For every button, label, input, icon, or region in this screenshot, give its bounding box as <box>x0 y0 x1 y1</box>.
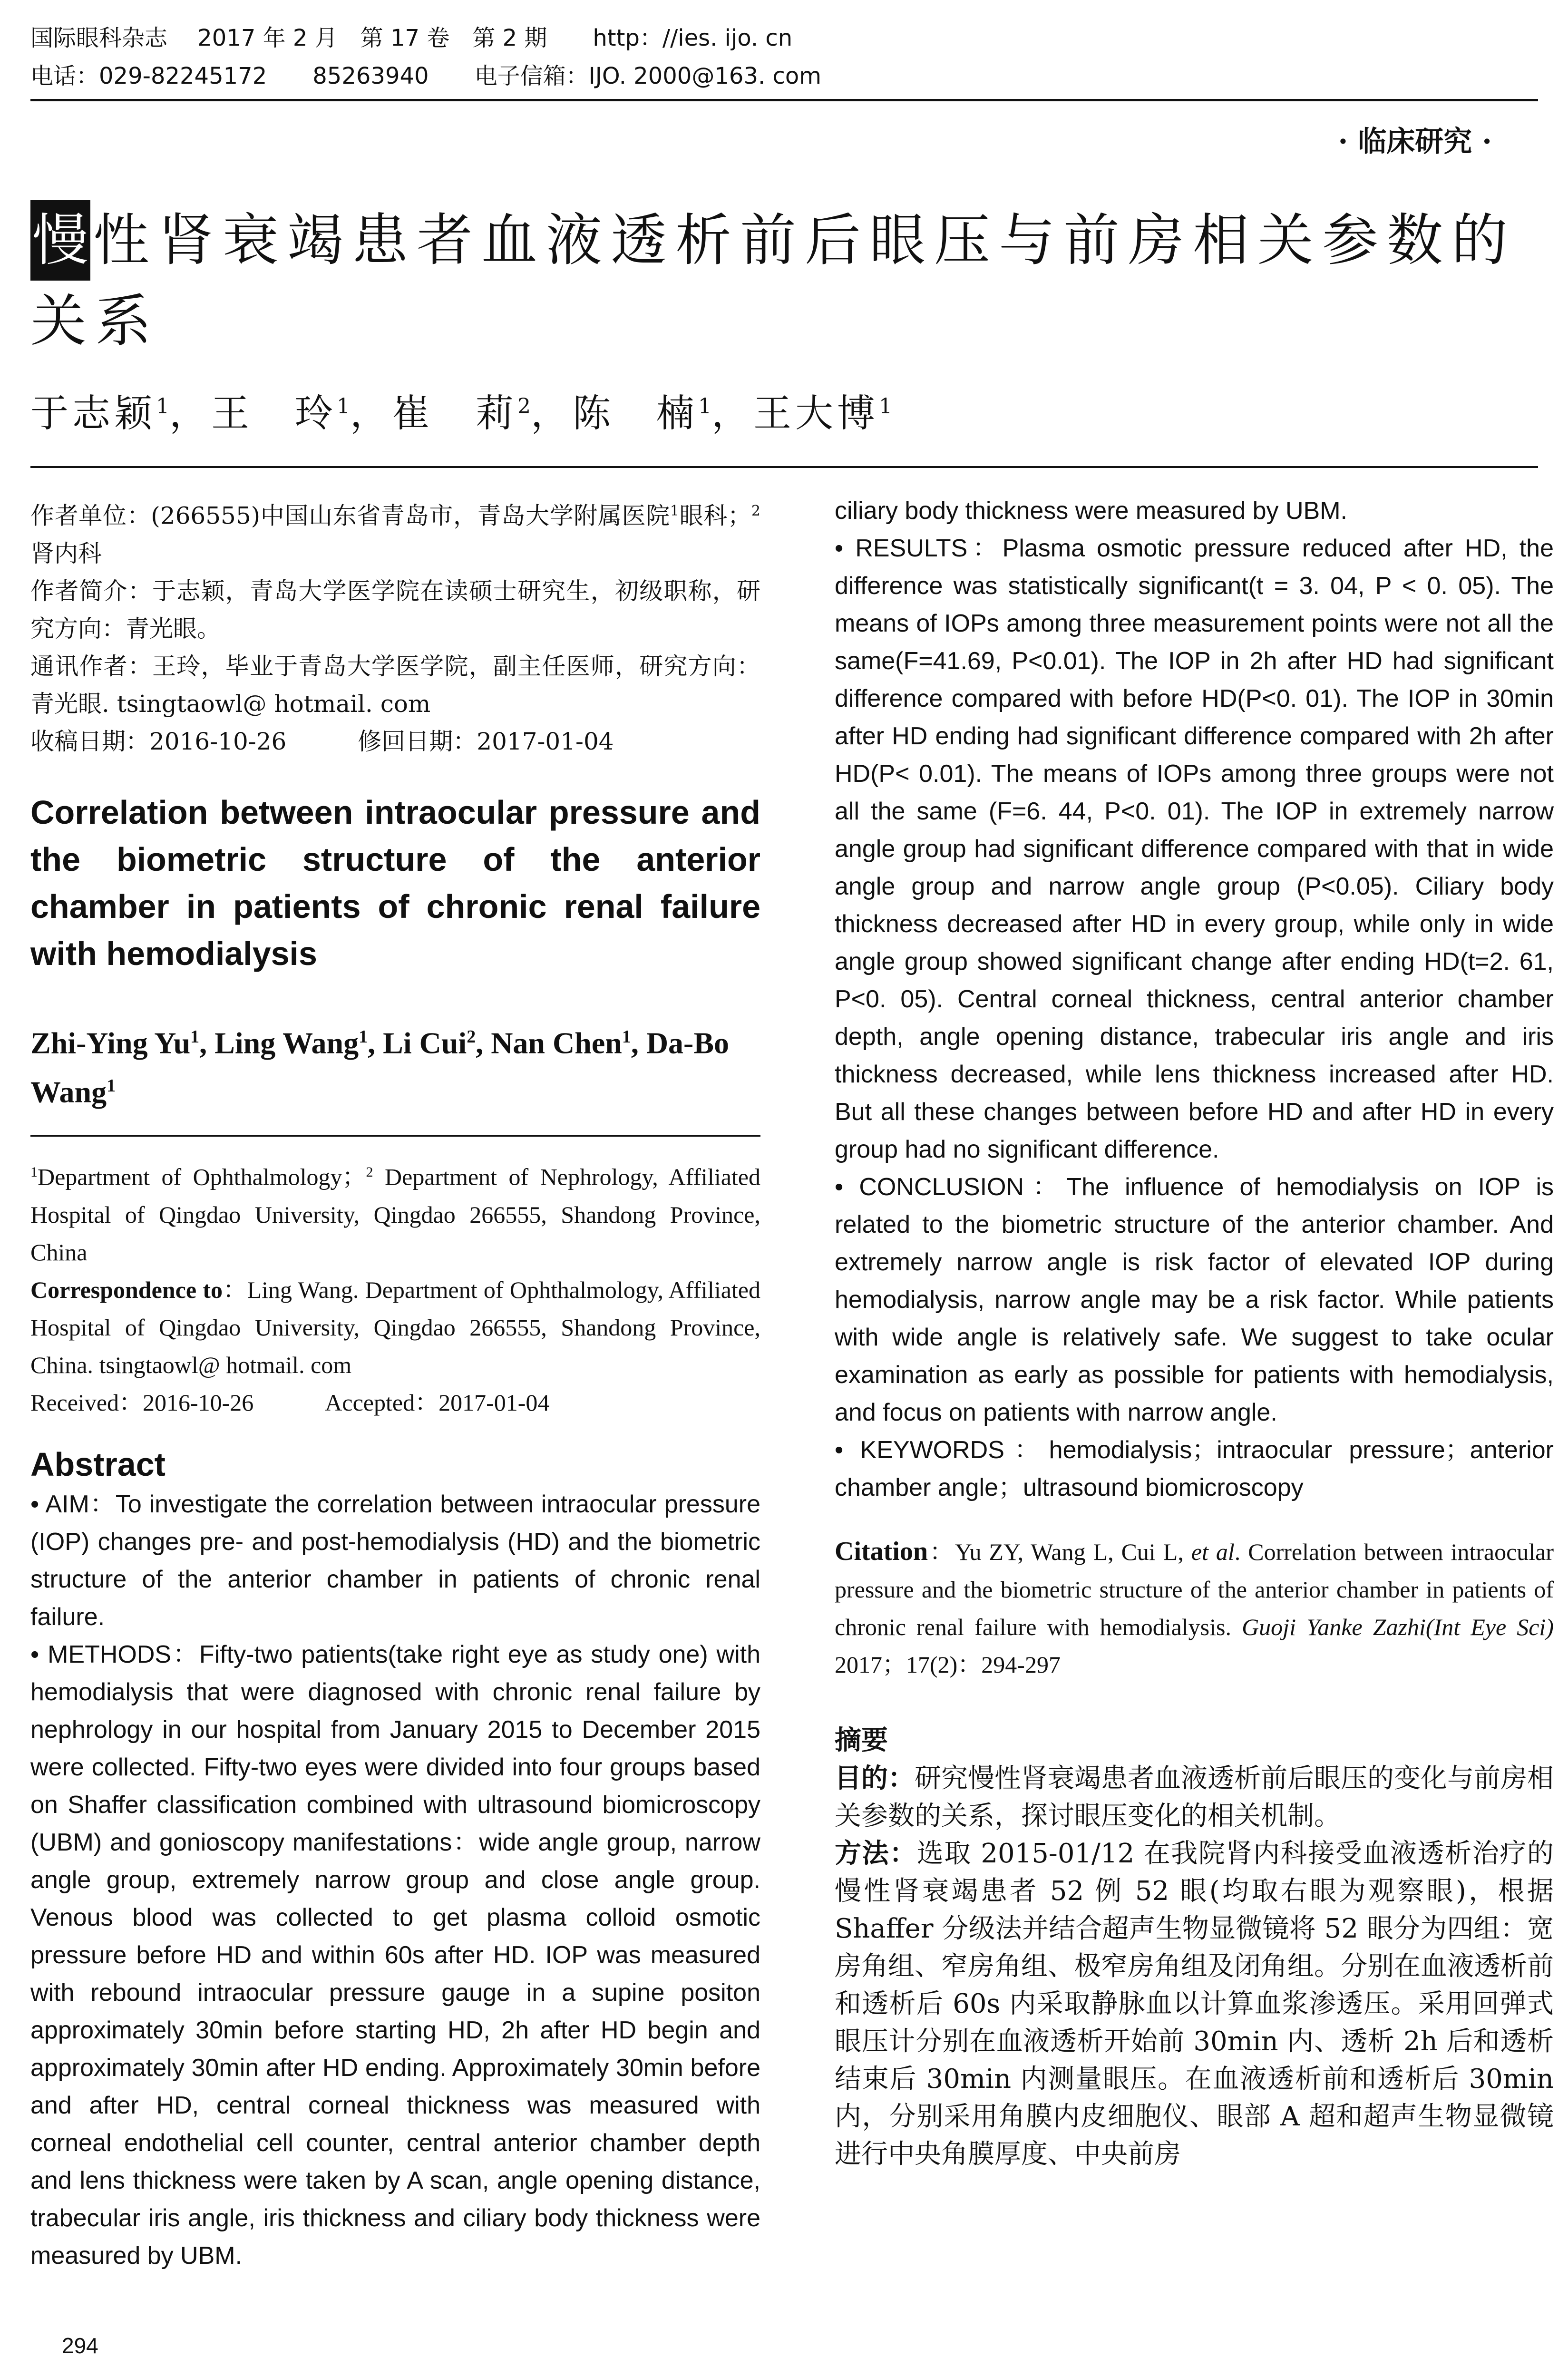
author-en: Zhi-Ying Yu <box>30 1025 191 1060</box>
corresponding-author: 通讯作者：王玲，毕业于青岛大学医学院，副主任医师，研究方向：青光眼. tsingtaowl@ hotmail. com <box>30 652 760 718</box>
citation-label: Citation <box>835 1537 928 1566</box>
abstract-conclusion: • CONCLUSION：The influence of hemodialysis on IOP is related to the biometric structure of the anterior chamber. And extremely narrow angle is risk factor of elevated IOP during hemodialysis, narrow angle may be a risk factor. While patients with wide angle is relatively safe. We suggest to take ocular examination as early as possible for patients with hemodialysis, and focus on patients with narrow angle. <box>835 1173 1554 1426</box>
received-dates-cn: 收稿日期：2016-10-26 修回日期：2017-01-04 <box>30 727 614 755</box>
authors-cn: 于志颖$^1$，王 玲$^1$，崔 莉$^2$，陈 楠$^1$，王大博$^1$ <box>30 391 892 436</box>
dept-text: Department of Ophthalmology； <box>38 1163 366 1190</box>
correspondence-text: ：Ling Wang. Department of Ophthalmology, Affiliated Hospital of Qingdao University, Qingdao 266555, Shandong Province, China. tsingtaowl@ hotmail. com <box>30 1276 760 1378</box>
citation-journal: Guoji Yanke Zazhi(Int Eye Sci) <box>1242 1614 1554 1640</box>
abstract-heading: Abstract <box>30 1445 166 1483</box>
author-sup: 2 <box>517 394 531 419</box>
abstract-methods: • METHODS：Fifty-two patients(take right eye as study one) with hemodialysis that were diagnosed with chronic renal failure by nephrology in our hospital from January 2015 to December 2015 were collected. Fifty-two eyes were divided into four groups based on Shaffer classification combined with ultrasound biomicroscopy (UBM) and gonioscopy manifestations：wide angle group, narrow angle group, extremely narrow group and close angle group. Venous blood was collected to get plasma colloid osmotic pressure before HD and within 60s after HD. IOP was measured with rebound intraocular pressure gauge in a supine positon approximately 30min before starting HD, 2h after HD begin and approximately 30min after HD ending. Approximately 30min before and after HD, central corneal thickness was measured with corneal endothelial cell counter, central anterior chamber depth and lens thickness were taken by A scan, angle opening distance, trabecular iris angle, iris thickness and ciliary body thickness were measured by UBM. <box>30 1640 760 2270</box>
unit-text: 肾内科 <box>30 539 102 567</box>
abstract-left <box>30 1486 760 2316</box>
author-sup: 1 <box>190 1026 200 1047</box>
author-cn: 王大博 <box>753 391 879 436</box>
page-number: 294 <box>62 2333 98 2358</box>
header-rule <box>30 99 1538 101</box>
author-sup: 1 <box>156 394 169 419</box>
journal-header-line2: 电话：029-82245172 85263940 电子信箱：IJO. 2000@163. com <box>30 63 822 89</box>
dept-text: Department of Nephrology, Affiliated Hospital of Qingdao University, Qingdao 266555, Shandong Province, China <box>30 1163 760 1266</box>
author-cn: 陈 楠 <box>573 391 698 436</box>
author-en: Nan Chen <box>491 1025 622 1060</box>
author-sup: 1 <box>879 394 892 419</box>
article-title-cn <box>30 200 1548 361</box>
unit-text: 眼科； <box>679 502 751 530</box>
author-cn: 于志颖 <box>30 391 156 436</box>
zh-methods-label: 方法： <box>835 1838 917 1869</box>
zh-abstract-heading: 摘要 <box>835 1725 888 1756</box>
section-tag: · 临床研究 · <box>1338 125 1492 158</box>
title-rest: 性肾衰竭患者血液透析前后眼压与前房相关参数的关系 <box>30 207 1517 354</box>
author-en: Ling Wang <box>214 1025 359 1060</box>
citation-etal: et al <box>1191 1539 1235 1565</box>
author-cn: 王 玲 <box>211 391 337 436</box>
citation-text: . Correlation between intraocular pressure and the biometric structure of the anterior chamber in patients of chronic renal failure with hemodialysis. <box>835 1539 1554 1640</box>
affiliation-en <box>30 1153 760 1422</box>
authors-rule <box>30 466 1538 468</box>
citation-text: 2017；17(2)：294-297 <box>835 1651 1061 1678</box>
author-en: Da-Bo Wang <box>30 1025 730 1109</box>
author-cn: 崔 莉 <box>392 391 517 436</box>
correspondence-label: Correspondence to <box>30 1276 223 1303</box>
correspondence <box>30 1271 760 1384</box>
author-sup: 1 <box>698 394 711 419</box>
author-bio: 作者简介：于志颖，青岛大学医学院在读硕士研究生，初级职称，研究方向：青光眼。 <box>30 577 760 643</box>
affil-sup: 1 <box>30 1164 38 1180</box>
author-sup: 1 <box>107 1075 116 1096</box>
unit-sup: 2 <box>751 503 760 519</box>
citation <box>835 1533 1554 1684</box>
unit-text: 作者单位：(266555)中国山东省青岛市，青岛大学附属医院 <box>30 502 670 530</box>
abstract-keywords: • KEYWORDS：hemodialysis；intraocular pressure；anterior chamber angle；ultrasound biomicroscopy <box>835 1436 1554 1501</box>
abstract-results: • RESULTS：Plasma osmotic pressure reduced after HD, the difference was statistically significant(t = 3. 04, P < 0. 05). The means of IOPs among three measurement points were not all the same(F=41.69, P<0.01). The IOP in 2h after HD had significant difference compared with before HD(P<0. 01). The IOP in 30min after HD ending had significant difference compared with 2h after HD(P< 0.01). The means of IOPs among three groups were not all the same (F=6. 44, P<0. 01). The IOP in extremely narrow angle group had significant difference compared with that in wide angle group and narrow angle group (P<0.05). Ciliary body thickness decreased after HD in every group, while only in wide angle group showed significant change after ending HD(t=2. 61, P<0. 05). Central corneal thickness, central anterior chamber depth, angle opening distance, trabecular iris angle and iris thickness decreased, while lens thickness increased after HD. But all these changes between before HD and after HD in every group had no significant difference. <box>835 535 1554 1163</box>
author-meta <box>30 492 760 760</box>
abstract-aim: • AIM：To investigate the correlation between intraocular pressure (IOP) changes pre- and post-hemodialysis (HD) and the biometric structure of the anterior chamber in patients of chronic renal failure. <box>30 1490 761 1631</box>
citation-text: ：Yu ZY, Wang L, Cui L, <box>928 1539 1191 1565</box>
zh-aim-label: 目的： <box>835 1763 915 1794</box>
author-en: Li Cui <box>383 1025 467 1060</box>
unit-sup: 1 <box>670 503 679 519</box>
article-title-en: Correlation between intraocular pressure and the biometric structure of the anterior chamber in patients of chronic renal failure with hemodialysis <box>30 793 760 972</box>
author-sup: 1 <box>337 394 350 419</box>
affiliation-rule <box>30 1135 760 1137</box>
abstract-right <box>835 492 1554 1507</box>
abstract-methods-cont: ciliary body thickness were measured by UBM. <box>835 497 1347 525</box>
zh-abstract-methods <box>835 1835 1554 2173</box>
author-sup: 1 <box>359 1026 368 1047</box>
zh-abstract <box>835 1760 1554 2173</box>
department <box>30 1153 760 1271</box>
zh-abstract-aim <box>835 1760 1554 1835</box>
left-column <box>30 492 760 2316</box>
title-first-char: 慢 <box>30 200 90 281</box>
zh-aim-text: 研究慢性肾衰竭患者血液透析前后眼压的变化与前房相关参数的关系，探讨眼压变化的相关机制。 <box>835 1763 1554 1831</box>
received-dates-en: Received：2016-10-26 Accepted：2017-01-04 <box>30 1389 550 1416</box>
affil-sup: 2 <box>366 1164 373 1180</box>
journal-header-line1: 国际眼科杂志 2017 年 2 月 第 17 卷 第 2 期 http：//ies. ijo. cn <box>30 25 793 51</box>
author-unit <box>30 492 760 573</box>
author-sup: 2 <box>467 1026 476 1047</box>
author-sup: 1 <box>622 1026 631 1047</box>
right-column <box>835 492 1554 2173</box>
authors-en: Zhi-Ying Yu$^1$, Ling Wang$^1$, Li Cui$^2$, Nan Chen$^1$, Da-Bo Wang$^1$ <box>30 1025 730 1109</box>
zh-methods-text: 选取 2015-01/12 在我院肾内科接受血液透析治疗的慢性肾衰竭患者 52 例 52 眼(均取右眼为观察眼)，根据 Shaffer 分级法并结合超声生物显微镜将 52 眼分为四组：宽房角组、窄房角组、极窄房角组及闭角组。分别在血液透析前和透析后 60s 内采取静脉血以计算血浆渗透压。采用回弹式眼压计分别在血液透析开始前 30min 内、透析 2h 后和透析结束后 30min 内测量眼压。在血液透析前和透析后 30min 内，分别采用角膜内皮细胞仪、眼部 A 超和超声生物显微镜进行中央角膜厚度、中央前房 <box>835 1838 1554 2170</box>
